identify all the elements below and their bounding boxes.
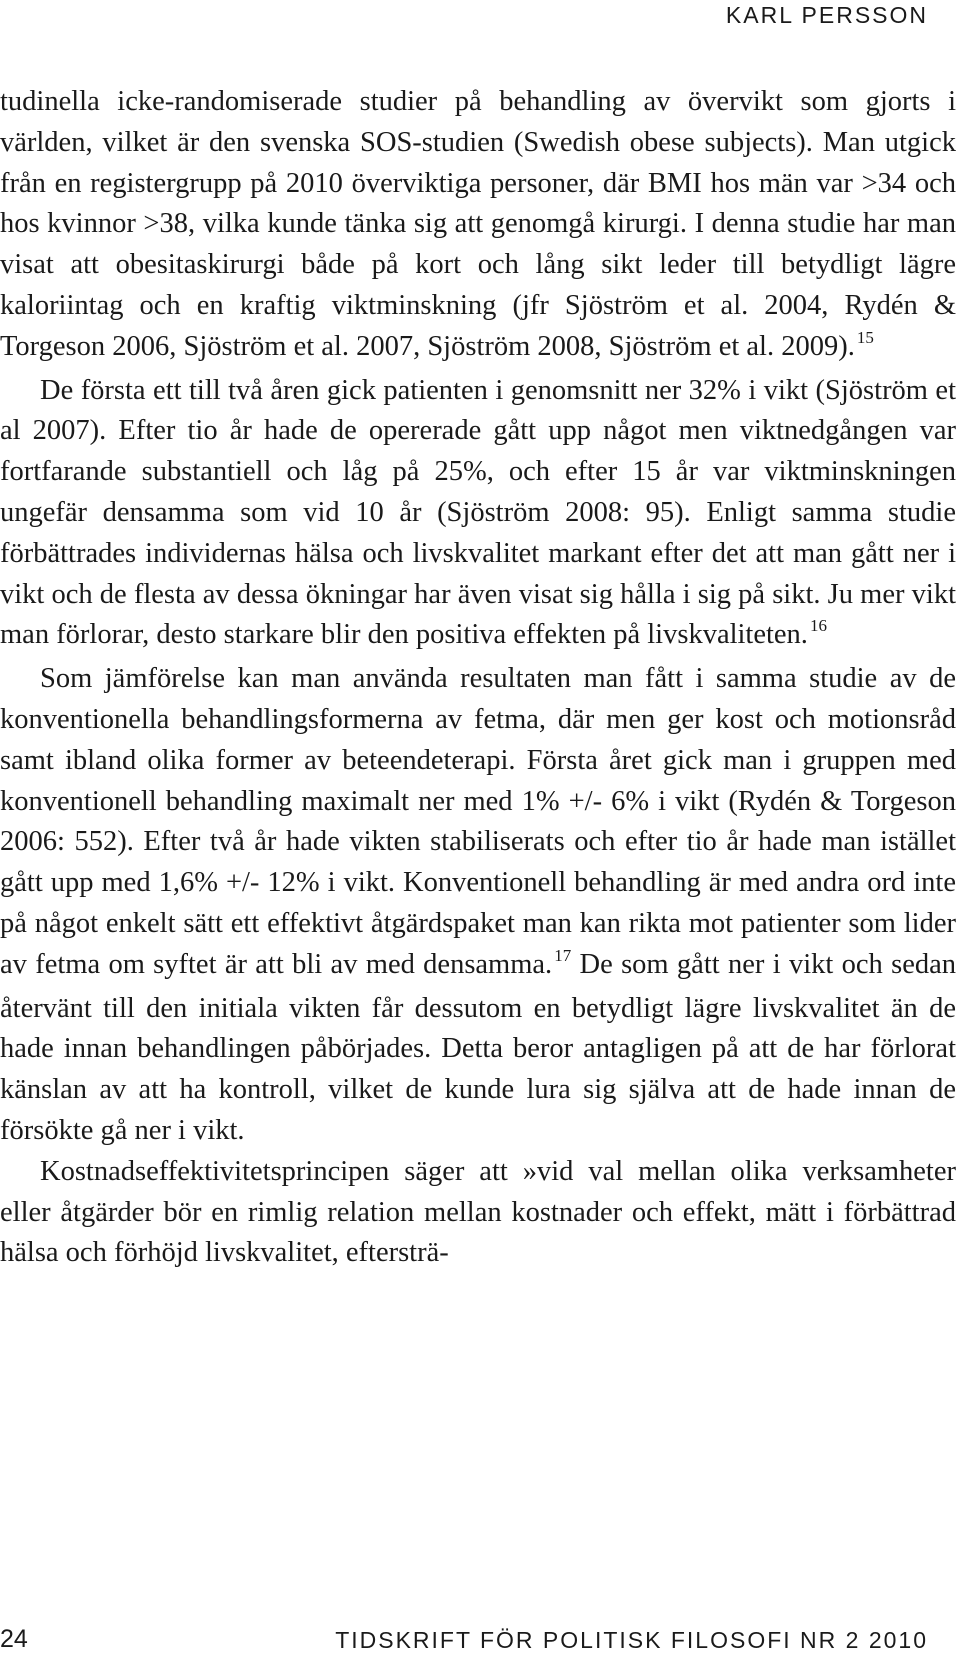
article-body <box>0 82 956 1274</box>
running-head-author: KARL PERSSON <box>725 2 928 28</box>
journal-title: TIDSKRIFT FÖR POLITISK FILOSOFI NR 2 2010 <box>335 1627 928 1653</box>
paragraph <box>0 371 956 660</box>
footnote-marker: 16 <box>809 616 827 636</box>
footnote-marker: 17 <box>554 945 572 965</box>
page-number: 24 <box>0 1625 28 1653</box>
paragraph-text: Som jämförelse kan man använda resultaten man fått i samma studie av de konventionella behandlingsformerna av fetma, där men ger kost och motionsråd samt ibland olika former av beteendeterapi. Första året gick man i gruppen med konventionell behandling maximalt ner med 1% +/- 6% i vikt (Rydén & Torgeson 2006: 552). Efter två år hade vikten stabiliserats och efter tio år hade man istället gått upp med 1,6% +/- 12% i vikt. Konventionell behandling är med andra ord inte på något enkelt sätt ett effektivt åtgärdspaket man kan rikta mot patienter som lider av fetma om syftet är att bli av med densamma. <box>0 663 956 980</box>
paragraph-text: De som gått ner i vikt och sedan återvänt till den initiala vikten får dessutom en betydligt lägre livskvalitet än de hade innan behandlingen påbörjades. Detta beror antagligen på att de har förlorat känslan av att ha kontroll, vilket de kunde lura sig själva att de hade innan de försökte gå ner i vikt. <box>0 948 956 1146</box>
footnote-marker: 15 <box>856 327 874 347</box>
paragraph <box>0 82 956 371</box>
paragraph <box>0 659 956 1152</box>
paragraph-text: Kostnadseffektivitetsprincipen säger att »vid val mellan olika verksamheter eller åtgärder bör en rimlig relation mellan kostnader och effekt, mätt i förbättrad hälsa och förhöjd livskvalitet, eftersträ- <box>0 1155 956 1269</box>
paragraph-text: De första ett till två åren gick patienten i genomsnitt ner 32% i vikt (Sjöström et al 2007). Efter tio år hade de opererade gått upp något men viktnedgången var fortfarande substantiell och låg på 25%, och efter 15 år var viktminskningen ungefär densamma som vid 10 år (Sjöström 2008: 95). Enligt samma studie förbättrades individernas hälsa och livskvalitet markant efter det att man gått ner i vikt och de flesta av dessa ökningar har även visat sig hålla i sig på sikt. Ju mer vikt man förlorar, desto starkare blir den positiva effekten på livskvaliteten. <box>0 374 956 651</box>
paragraph-text: tudinella icke-randomiserade studier på behandling av övervikt som gjorts i världen, vilket är den svenska SOS-studien (Swedish obese subjects). Man utgick från en registergrupp på 2010 överviktiga personer, där BMI hos män var >34 och hos kvinnor >38, vilka kunde tänka sig att genomgå kirurgi. I denna studie har man visat att obesitaskirurgi både på kort och lång sikt leder till betydligt lägre kaloriintag och en kraftig viktminskning (jfr Sjöström et al. 2004, Rydén & Torgeson 2006, Sjöström et al. 2007, Sjöström 2008, Sjöström et al. 2009). <box>0 86 956 362</box>
paragraph <box>0 1152 956 1274</box>
